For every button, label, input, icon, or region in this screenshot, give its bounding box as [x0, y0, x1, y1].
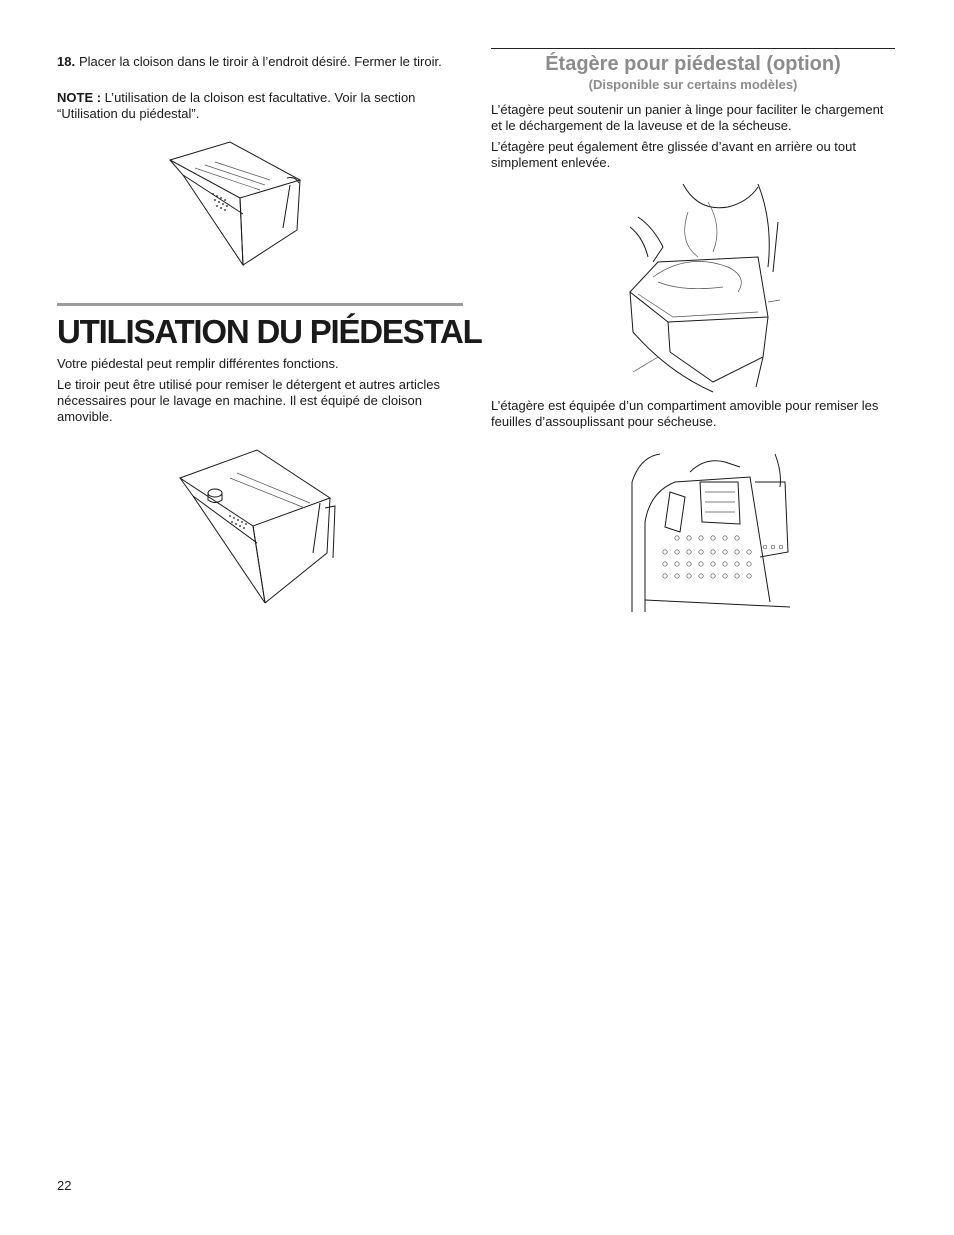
section-title: UTILISATION DU PIÉDESTAL: [57, 313, 482, 350]
step-text: Placer la cloison dans le tiroir à l’endroit désiré. Fermer le tiroir.: [79, 54, 442, 69]
drawer-storage-illustration: [175, 448, 337, 608]
shelf-paragraph-2: L’étagère peut également être glissée d’avant en arrière ou tout simplement enlevée.: [491, 139, 856, 170]
section-rule: [57, 303, 463, 306]
shelf-subheading: (Disponible sur certains modèles): [588, 77, 798, 92]
dryer-sheet-compartment-illustration: [630, 452, 790, 614]
shelf-heading: Étagère pour piédestal (option): [545, 53, 841, 75]
drawer-divider-illustration: [165, 140, 305, 270]
note-paragraph: [57, 90, 452, 122]
laundry-basket-illustration: [628, 182, 782, 394]
page-number: 22: [57, 1178, 72, 1193]
intro-paragraph-2: Le tiroir peut être utilisé pour remiser le détergent et autres articles nécessaires pour le lavage en machine. Il est équipé de cloison amovible.: [57, 377, 440, 424]
heading-rule: [491, 48, 895, 49]
intro-paragraph-1: Votre piédestal peut remplir différentes fonctions.: [57, 356, 339, 371]
note-label: NOTE :: [57, 90, 102, 105]
step-number: 18.: [57, 54, 76, 69]
note-text: L’utilisation de la cloison est facultative. Voir la section “Utilisation du piédestal”.: [57, 90, 416, 121]
step-18: [57, 54, 452, 70]
shelf-paragraph-3: L’étagère est équipée d’un compartiment amovible pour remiser les feuilles d’assouplissant pour sécheuse.: [491, 398, 879, 429]
shelf-paragraph-1: L’étagère peut soutenir un panier à linge pour faciliter le chargement et le déchargement de la laveuse et de la sécheuse.: [491, 102, 884, 133]
